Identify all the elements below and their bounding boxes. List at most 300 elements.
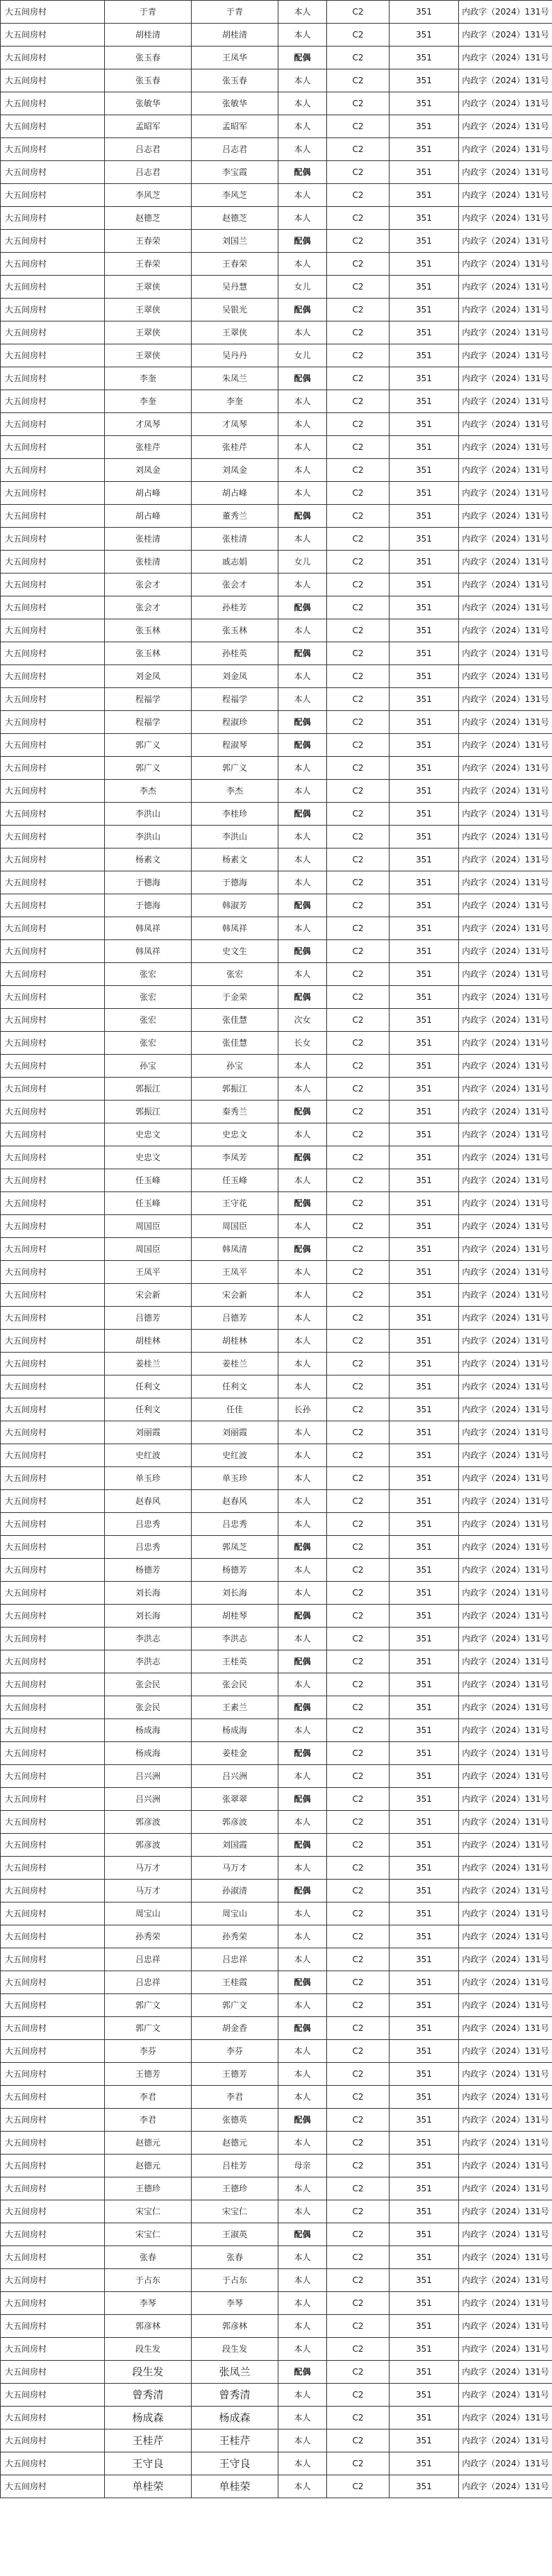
class-cell: C2 <box>327 69 390 92</box>
table-row <box>1 2086 552 2109</box>
village-cell: 大五间房村 <box>1 69 105 92</box>
class-cell: C2 <box>327 1719 390 1742</box>
table-row <box>1 642 552 665</box>
class-cell: C2 <box>327 1650 390 1673</box>
table-row <box>1 1192 552 1215</box>
table-row <box>1 2132 552 2155</box>
householder-cell: 周国臣 <box>105 1215 192 1238</box>
class-cell: C2 <box>327 413 390 436</box>
village-cell: 大五间房村 <box>1 436 105 459</box>
village-cell: 大五间房村 <box>1 24 105 47</box>
relation-cell: 本人 <box>278 917 327 940</box>
amount-cell: 351 <box>390 986 459 1009</box>
relation-cell: 本人 <box>278 1375 327 1398</box>
document-cell: 内政字（2024）131号 <box>459 1421 552 1444</box>
class-cell: C2 <box>327 894 390 917</box>
village-cell: 大五间房村 <box>1 642 105 665</box>
document-cell: 内政字（2024）131号 <box>459 505 552 528</box>
village-cell: 大五间房村 <box>1 1994 105 2017</box>
relation-cell: 次女 <box>278 1009 327 1032</box>
village-cell: 大五间房村 <box>1 1307 105 1330</box>
village-cell: 大五间房村 <box>1 826 105 848</box>
householder-cell: 单桂荣 <box>105 2475 192 2498</box>
document-cell: 内政字（2024）131号 <box>459 2361 552 2384</box>
householder-cell: 杨德芳 <box>105 1559 192 1582</box>
document-cell: 内政字（2024）131号 <box>459 1880 552 1902</box>
relation-cell: 本人 <box>278 2177 327 2200</box>
householder-cell: 于德海 <box>105 894 192 917</box>
amount-cell: 351 <box>390 138 459 161</box>
class-cell: C2 <box>327 940 390 963</box>
relation-cell: 配偶 <box>278 1788 327 1811</box>
table-row <box>1 1215 552 1238</box>
document-cell: 内政字（2024）131号 <box>459 1467 552 1490</box>
table-row <box>1 1055 552 1078</box>
amount-cell: 351 <box>390 2407 459 2429</box>
document-cell: 内政字（2024）131号 <box>459 1742 552 1765</box>
amount-cell: 351 <box>390 253 459 276</box>
table-row <box>1 1444 552 1467</box>
amount-cell: 351 <box>390 2246 459 2269</box>
amount-cell: 351 <box>390 1444 459 1467</box>
amount-cell: 351 <box>390 1192 459 1215</box>
name-cell: 张德英 <box>192 2109 278 2132</box>
householder-cell: 马万才 <box>105 1880 192 1902</box>
document-cell: 内政字（2024）131号 <box>459 1444 552 1467</box>
relation-cell: 本人 <box>278 665 327 688</box>
amount-cell: 351 <box>390 1628 459 1650</box>
village-cell: 大五间房村 <box>1 2292 105 2315</box>
village-cell: 大五间房村 <box>1 986 105 1009</box>
relation-cell: 本人 <box>278 207 327 230</box>
document-cell: 内政字（2024）131号 <box>459 2407 552 2429</box>
amount-cell: 351 <box>390 1788 459 1811</box>
document-cell: 内政字（2024）131号 <box>459 1696 552 1719</box>
name-cell: 姜桂兰 <box>192 1353 278 1375</box>
name-cell: 郭广义 <box>192 757 278 780</box>
name-cell: 王凤华 <box>192 47 278 69</box>
relation-cell: 本人 <box>278 1490 327 1513</box>
class-cell: C2 <box>327 367 390 390</box>
village-cell: 大五间房村 <box>1 1169 105 1192</box>
relation-cell: 本人 <box>278 757 327 780</box>
village-cell: 大五间房村 <box>1 1353 105 1375</box>
name-cell: 刘金凤 <box>192 665 278 688</box>
relation-cell: 配偶 <box>278 803 327 826</box>
amount-cell: 351 <box>390 1375 459 1398</box>
village-cell: 大五间房村 <box>1 1902 105 1925</box>
name-cell: 李洪志 <box>192 1628 278 1650</box>
householder-cell: 杨成海 <box>105 1742 192 1765</box>
class-cell: C2 <box>327 1811 390 1834</box>
class-cell: C2 <box>327 1559 390 1582</box>
document-cell: 内政字（2024）131号 <box>459 1078 552 1101</box>
name-cell: 张翠翠 <box>192 1788 278 1811</box>
class-cell: C2 <box>327 1307 390 1330</box>
table-row <box>1 1238 552 1261</box>
name-cell: 刘国兰 <box>192 230 278 253</box>
amount-cell: 351 <box>390 2361 459 2384</box>
name-cell: 于青 <box>192 1 278 24</box>
householder-cell: 杨成森 <box>105 2407 192 2429</box>
village-cell: 大五间房村 <box>1 1536 105 1559</box>
householder-cell: 张敏华 <box>105 92 192 115</box>
householder-cell: 吕兴洲 <box>105 1765 192 1788</box>
class-cell: C2 <box>327 115 390 138</box>
householder-cell: 王翠侠 <box>105 344 192 367</box>
householder-cell: 李奎 <box>105 390 192 413</box>
householder-cell: 胡桂清 <box>105 24 192 47</box>
amount-cell: 351 <box>390 871 459 894</box>
householder-cell: 程福学 <box>105 688 192 711</box>
relation-cell: 本人 <box>278 413 327 436</box>
document-cell: 内政字（2024）131号 <box>459 2223 552 2246</box>
name-cell: 胡占峰 <box>192 482 278 505</box>
document-cell: 内政字（2024）131号 <box>459 963 552 986</box>
class-cell: C2 <box>327 1169 390 1192</box>
name-cell: 王守花 <box>192 1192 278 1215</box>
amount-cell: 351 <box>390 2429 459 2452</box>
householder-cell: 孙秀荣 <box>105 1925 192 1948</box>
householder-cell: 赵德芝 <box>105 207 192 230</box>
village-cell: 大五间房村 <box>1 1650 105 1673</box>
amount-cell: 351 <box>390 848 459 871</box>
relation-cell: 本人 <box>278 1123 327 1146</box>
relation-cell: 配偶 <box>278 47 327 69</box>
class-cell: C2 <box>327 1925 390 1948</box>
village-cell: 大五间房村 <box>1 1009 105 1032</box>
class-cell: C2 <box>327 1330 390 1353</box>
amount-cell: 351 <box>390 1536 459 1559</box>
amount-cell: 351 <box>390 276 459 299</box>
relation-cell: 配偶 <box>278 1536 327 1559</box>
document-cell: 内政字（2024）131号 <box>459 24 552 47</box>
document-cell: 内政字（2024）131号 <box>459 528 552 551</box>
amount-cell: 351 <box>390 1261 459 1284</box>
householder-cell: 孟昭军 <box>105 115 192 138</box>
village-cell: 大五间房村 <box>1 92 105 115</box>
document-cell: 内政字（2024）131号 <box>459 2292 552 2315</box>
class-cell: C2 <box>327 688 390 711</box>
document-cell: 内政字（2024）131号 <box>459 1857 552 1880</box>
document-cell: 内政字（2024）131号 <box>459 2452 552 2475</box>
village-cell: 大五间房村 <box>1 1330 105 1353</box>
relation-cell: 本人 <box>278 459 327 482</box>
householder-cell: 吕兴洲 <box>105 1788 192 1811</box>
name-cell: 吕志君 <box>192 138 278 161</box>
village-cell: 大五间房村 <box>1 1032 105 1055</box>
table-row <box>1 528 552 551</box>
householder-cell: 郭广义 <box>105 734 192 757</box>
document-cell: 内政字（2024）131号 <box>459 482 552 505</box>
householder-cell: 张玉林 <box>105 619 192 642</box>
village-cell: 大五间房村 <box>1 2177 105 2200</box>
amount-cell: 351 <box>390 1284 459 1307</box>
document-cell: 内政字（2024）131号 <box>459 1330 552 1353</box>
village-cell: 大五间房村 <box>1 528 105 551</box>
amount-cell: 351 <box>390 1215 459 1238</box>
class-cell: C2 <box>327 757 390 780</box>
document-cell: 内政字（2024）131号 <box>459 69 552 92</box>
amount-cell: 351 <box>390 69 459 92</box>
relation-cell: 本人 <box>278 2407 327 2429</box>
name-cell: 赵德元 <box>192 2132 278 2155</box>
relation-cell: 本人 <box>278 115 327 138</box>
document-cell: 内政字（2024）131号 <box>459 1788 552 1811</box>
relation-cell: 本人 <box>278 1513 327 1536</box>
relation-cell: 本人 <box>278 528 327 551</box>
document-cell: 内政字（2024）131号 <box>459 1536 552 1559</box>
document-cell: 内政字（2024）131号 <box>459 780 552 803</box>
village-cell: 大五间房村 <box>1 2063 105 2086</box>
village-cell: 大五间房村 <box>1 2269 105 2292</box>
class-cell: C2 <box>327 711 390 734</box>
class-cell: C2 <box>327 1628 390 1650</box>
amount-cell: 351 <box>390 1169 459 1192</box>
name-cell: 任佳 <box>192 1398 278 1421</box>
table-row <box>1 1628 552 1650</box>
document-cell: 内政字（2024）131号 <box>459 344 552 367</box>
relation-cell: 本人 <box>278 1284 327 1307</box>
class-cell: C2 <box>327 2407 390 2429</box>
householder-cell: 才凤琴 <box>105 413 192 436</box>
village-cell: 大五间房村 <box>1 1192 105 1215</box>
document-cell: 内政字（2024）131号 <box>459 321 552 344</box>
class-cell: C2 <box>327 551 390 574</box>
table-row <box>1 848 552 871</box>
name-cell: 刘长海 <box>192 1582 278 1605</box>
class-cell: C2 <box>327 1513 390 1536</box>
amount-cell: 351 <box>390 1421 459 1444</box>
document-cell: 内政字（2024）131号 <box>459 1994 552 2017</box>
document-cell: 内政字（2024）131号 <box>459 2132 552 2155</box>
document-cell: 内政字（2024）131号 <box>459 574 552 596</box>
table-row <box>1 1605 552 1628</box>
amount-cell: 351 <box>390 344 459 367</box>
name-cell: 程淑珍 <box>192 711 278 734</box>
table-row <box>1 1467 552 1490</box>
class-cell: C2 <box>327 24 390 47</box>
relation-cell: 本人 <box>278 184 327 207</box>
document-cell: 内政字（2024）131号 <box>459 871 552 894</box>
document-cell: 内政字（2024）131号 <box>459 551 552 574</box>
amount-cell: 351 <box>390 1582 459 1605</box>
document-cell: 内政字（2024）131号 <box>459 848 552 871</box>
name-cell: 胡金香 <box>192 2017 278 2040</box>
table-row <box>1 184 552 207</box>
amount-cell: 351 <box>390 2017 459 2040</box>
class-cell: C2 <box>327 230 390 253</box>
document-cell: 内政字（2024）131号 <box>459 596 552 619</box>
householder-cell: 任玉峰 <box>105 1192 192 1215</box>
table-row <box>1 276 552 299</box>
class-cell: C2 <box>327 1536 390 1559</box>
relation-cell: 配偶 <box>278 1238 327 1261</box>
amount-cell: 351 <box>390 528 459 551</box>
amount-cell: 351 <box>390 2384 459 2407</box>
amount-cell: 351 <box>390 757 459 780</box>
relation-cell: 配偶 <box>278 1880 327 1902</box>
table-row <box>1 321 552 344</box>
householder-cell: 姜桂兰 <box>105 1353 192 1375</box>
table-row <box>1 780 552 803</box>
amount-cell: 351 <box>390 1880 459 1902</box>
table-row <box>1 757 552 780</box>
amount-cell: 351 <box>390 2132 459 2155</box>
householder-cell: 郭广文 <box>105 2017 192 2040</box>
class-cell: C2 <box>327 917 390 940</box>
relation-cell: 本人 <box>278 1078 327 1101</box>
village-cell: 大五间房村 <box>1 47 105 69</box>
table-row <box>1 1742 552 1765</box>
village-cell: 大五间房村 <box>1 574 105 596</box>
class-cell: C2 <box>327 1078 390 1101</box>
householder-cell: 刘丽霞 <box>105 1421 192 1444</box>
records-table-body <box>1 1 552 2498</box>
amount-cell: 351 <box>390 367 459 390</box>
amount-cell: 351 <box>390 2177 459 2200</box>
amount-cell: 351 <box>390 2200 459 2223</box>
name-cell: 刘国霞 <box>192 1834 278 1857</box>
relation-cell: 配偶 <box>278 299 327 321</box>
name-cell: 胡桂林 <box>192 1330 278 1353</box>
class-cell: C2 <box>327 1192 390 1215</box>
class-cell: C2 <box>327 1444 390 1467</box>
name-cell: 史文生 <box>192 940 278 963</box>
name-cell: 王凤平 <box>192 1261 278 1284</box>
document-cell: 内政字（2024）131号 <box>459 115 552 138</box>
class-cell: C2 <box>327 2475 390 2498</box>
amount-cell: 351 <box>390 917 459 940</box>
document-cell: 内政字（2024）131号 <box>459 1902 552 1925</box>
class-cell: C2 <box>327 2086 390 2109</box>
amount-cell: 351 <box>390 1948 459 1971</box>
householder-cell: 于占东 <box>105 2269 192 2292</box>
relation-cell: 本人 <box>278 1 327 24</box>
relation-cell: 配偶 <box>278 1146 327 1169</box>
relation-cell: 配偶 <box>278 1834 327 1857</box>
amount-cell: 351 <box>390 161 459 184</box>
relation-cell: 本人 <box>278 1902 327 1925</box>
table-row <box>1 69 552 92</box>
class-cell: C2 <box>327 1284 390 1307</box>
document-cell: 内政字（2024）131号 <box>459 2475 552 2498</box>
householder-cell: 任利文 <box>105 1398 192 1421</box>
table-row <box>1 734 552 757</box>
village-cell: 大五间房村 <box>1 1628 105 1650</box>
document-cell: 内政字（2024）131号 <box>459 1834 552 1857</box>
table-row <box>1 986 552 1009</box>
amount-cell: 351 <box>390 299 459 321</box>
village-cell: 大五间房村 <box>1 2429 105 2452</box>
table-row <box>1 1490 552 1513</box>
name-cell: 韩凤清 <box>192 1238 278 1261</box>
class-cell: C2 <box>327 619 390 642</box>
amount-cell: 351 <box>390 574 459 596</box>
amount-cell: 351 <box>390 482 459 505</box>
householder-cell: 单玉珍 <box>105 1467 192 1490</box>
table-row <box>1 47 552 69</box>
amount-cell: 351 <box>390 1559 459 1582</box>
amount-cell: 351 <box>390 505 459 528</box>
amount-cell: 351 <box>390 1925 459 1948</box>
name-cell: 曾秀清 <box>192 2384 278 2407</box>
class-cell: C2 <box>327 2177 390 2200</box>
relation-cell: 本人 <box>278 2338 327 2361</box>
amount-cell: 351 <box>390 1742 459 1765</box>
village-cell: 大五间房村 <box>1 2475 105 2498</box>
table-row <box>1 1101 552 1123</box>
class-cell: C2 <box>327 1490 390 1513</box>
document-cell: 内政字（2024）131号 <box>459 436 552 459</box>
table-row <box>1 1857 552 1880</box>
table-row <box>1 2246 552 2269</box>
name-cell: 张佳慧 <box>192 1009 278 1032</box>
amount-cell: 351 <box>390 619 459 642</box>
relation-cell: 本人 <box>278 2292 327 2315</box>
document-cell: 内政字（2024）131号 <box>459 1925 552 1948</box>
document-cell: 内政字（2024）131号 <box>459 161 552 184</box>
name-cell: 任玉峰 <box>192 1169 278 1192</box>
relation-cell: 本人 <box>278 1421 327 1444</box>
document-cell: 内政字（2024）131号 <box>459 1628 552 1650</box>
amount-cell: 351 <box>390 207 459 230</box>
table-row <box>1 230 552 253</box>
table-row <box>1 1834 552 1857</box>
householder-cell: 程福学 <box>105 711 192 734</box>
table-row <box>1 2177 552 2200</box>
relation-cell: 本人 <box>278 1811 327 1834</box>
householder-cell: 张桂清 <box>105 551 192 574</box>
amount-cell: 351 <box>390 1078 459 1101</box>
class-cell: C2 <box>327 459 390 482</box>
name-cell: 姜桂金 <box>192 1742 278 1765</box>
amount-cell: 351 <box>390 826 459 848</box>
document-cell: 内政字（2024）131号 <box>459 276 552 299</box>
table-row <box>1 1673 552 1696</box>
village-cell: 大五间房村 <box>1 1055 105 1078</box>
table-row <box>1 1719 552 1742</box>
amount-cell: 351 <box>390 1330 459 1353</box>
name-cell: 郭凤芝 <box>192 1536 278 1559</box>
village-cell: 大五间房村 <box>1 1696 105 1719</box>
name-cell: 孙淑清 <box>192 1880 278 1902</box>
relation-cell: 配偶 <box>278 1650 327 1673</box>
relation-cell: 女儿 <box>278 276 327 299</box>
village-cell: 大五间房村 <box>1 1880 105 1902</box>
table-row <box>1 2200 552 2223</box>
householder-cell: 任玉峰 <box>105 1169 192 1192</box>
document-cell: 内政字（2024）131号 <box>459 1169 552 1192</box>
document-cell: 内政字（2024）131号 <box>459 1146 552 1169</box>
class-cell: C2 <box>327 1 390 24</box>
name-cell: 刘丽霞 <box>192 1421 278 1444</box>
name-cell: 张佳慧 <box>192 1032 278 1055</box>
name-cell: 吴丹丹 <box>192 344 278 367</box>
amount-cell: 351 <box>390 1696 459 1719</box>
relation-cell: 本人 <box>278 826 327 848</box>
relation-cell: 本人 <box>278 1765 327 1788</box>
name-cell: 张敏华 <box>192 92 278 115</box>
name-cell: 于金荣 <box>192 986 278 1009</box>
name-cell: 于德海 <box>192 871 278 894</box>
amount-cell: 351 <box>390 596 459 619</box>
amount-cell: 351 <box>390 2338 459 2361</box>
class-cell: C2 <box>327 2246 390 2269</box>
name-cell: 杨成森 <box>192 2407 278 2429</box>
householder-cell: 吕志君 <box>105 161 192 184</box>
table-row <box>1 24 552 47</box>
